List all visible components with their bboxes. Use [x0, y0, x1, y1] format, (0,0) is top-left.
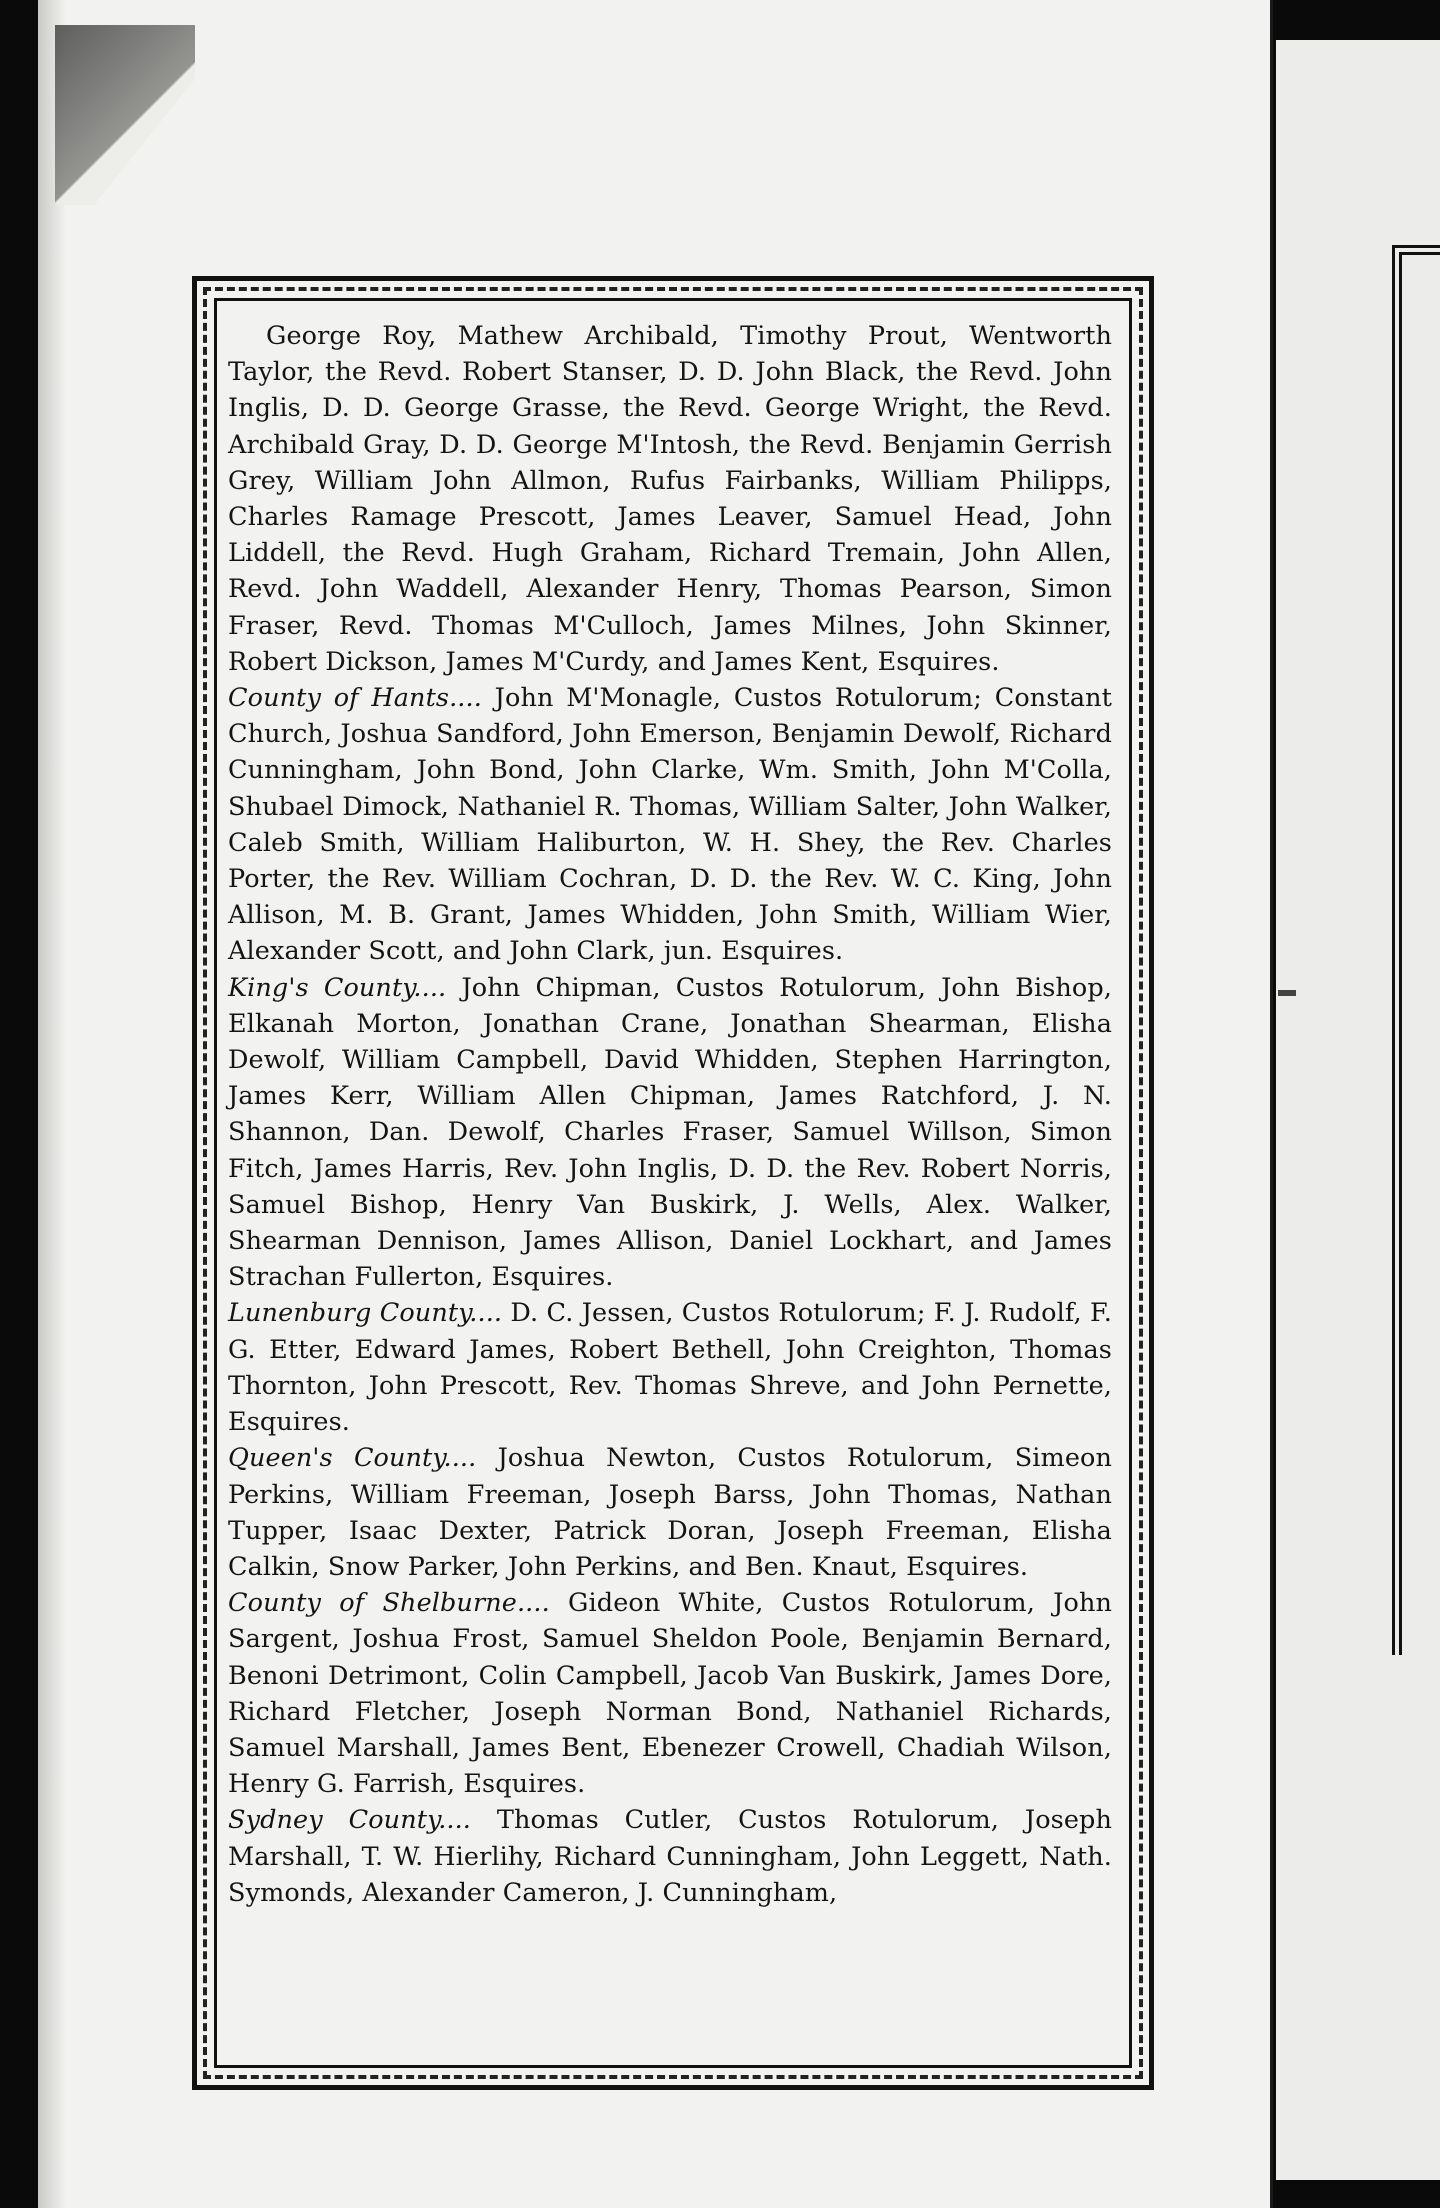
county-heading: Sydney County....	[228, 1805, 497, 1836]
paragraph-sydney	[228, 1802, 1112, 1911]
county-heading: County of Hants....	[228, 683, 495, 714]
paragraph-text: Gideon White, Custos Rotulorum, John Sargent, Joshua Frost, Samuel Sheldon Poole, Benjamin Bernard, Benoni Detrimont, Colin Campbell, Jacob Van Buskirk, James Dore, Richard Fletcher, Joseph Norman Bond, Nathaniel Richards, Samuel Marshall, James Bent, Ebenezer Crowell, Chadiah Wilson, Henry G. Farrish, Esquires.	[228, 1588, 1112, 1800]
magistrates-list	[228, 318, 1112, 2058]
paragraph-text: Joshua Newton, Custos Rotulorum, Simeon Perkins, William Freeman, Joseph Barss, John Thomas, Nathan Tupper, Isaac Dexter, Patrick Doran, Joseph Freeman, Elisha Calkin, Snow Parker, John Perkins, and Ben. Knaut, Esquires.	[228, 1443, 1112, 1582]
county-heading: King's County....	[228, 972, 462, 1003]
paragraph-hants	[228, 680, 1112, 970]
right-page-border-fragment	[1392, 245, 1440, 1655]
paragraph-text: D. C. Jessen, Custos Rotulorum; F. J. Rudolf, F. G. Etter, Edward James, Robert Bethell, John Creighton, Thomas Thornton, John Prescott, Rev. Thomas Shreve, and John Pernette, Esquires.	[228, 1298, 1113, 1438]
paragraph-text: John Chipman, Custos Rotulorum, John Bishop, Elkanah Morton, Jonathan Crane, Jonathan Shearman, Elisha Dewolf, William Campbell, David Whidden, Stephen Harrington, James Kerr, William Allen Chipman, James Ratchford, J. N. Shannon, Dan. Dewolf, Charles Fraser, Samuel Willson, Simon Fitch, James Harris, Rev. John Inglis, D. D. the Rev. Robert Norris, Samuel Bishop, Henry Van Buskirk, J. Wells, Alex. Walker, Shearman Dennison, James Allison, Daniel Lockhart, and James Strachan Fullerton, Esquires.	[228, 972, 1112, 1293]
county-heading: County of Shelburne....	[228, 1588, 569, 1619]
paragraph-text: John M'Monagle, Custos Rotulorum; Constant Church, Joshua Sandford, John Emerson, Benjamin Dewolf, Richard Cunningham, John Bond, John Clarke, Wm. Smith, John M'Colla, Shubael Dimock, Nathaniel R. Thomas, William Salter, John Walker, Caleb Smith, William Haliburton, W. H. Shey, the Rev. Charles Porter, the Rev. William Cochran, D. D. the Rev. W. C. King, John Allison, M. B. Grant, James Whidden, John Smith, William Wier, Alexander Scott, and John Clark, jun. Esquires.	[228, 683, 1113, 967]
paragraph-shelburne	[228, 1585, 1112, 1802]
paragraph-queens	[228, 1440, 1112, 1585]
county-heading: Lunenburg County....	[228, 1298, 511, 1329]
paragraph-text: Thomas Cutler, Custos Rotulorum, Joseph Marshall, T. W. Hierlihy, Richard Cunningham, John Leggett, Nath. Symonds, Alexander Cameron, J. Cunningham,	[228, 1805, 1112, 1908]
paragraph-text: George Roy, Mathew Archibald, Timothy Prout, Wentworth Taylor, the Revd. Robert Stanser, D. D. John Black, the Revd. John Inglis, D. D. George Grasse, the Revd. George Wright, the Revd. Archibald Gray, D. D. George M'Intosh, the Revd. Benjamin Gerrish Grey, William John Allmon, Rufus Fairbanks, William Philipps, Charles Ramage Prescott, James Leaver, Samuel Head, John Liddell, the Revd. Hugh Graham, Richard Tremain, John Allen, Revd. John Waddell, Alexander Henry, Thomas Pearson, Simon Fraser, Revd. Thomas M'Culloch, James Milnes, John Skinner, Robert Dickson, James M'Curdy, and James Kent, Esquires.	[228, 321, 1112, 677]
paragraph-lunenburg	[228, 1295, 1112, 1440]
paragraph-halifax-continued	[228, 318, 1112, 680]
county-heading: Queen's County....	[228, 1443, 498, 1474]
ink-mark	[1278, 990, 1296, 996]
paragraph-kings	[228, 970, 1112, 1296]
